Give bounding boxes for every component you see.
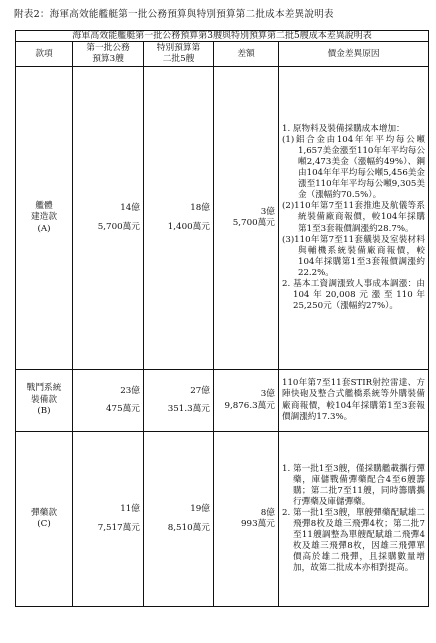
row-c-reason-2: 2. 第一批1至3艘，單艘彈藥配賦雄二飛彈8枚及雄三飛彈4枚；第二批7至11艘調整為單艘配賦雄二飛彈4枚及雄三飛彈8枚，因雄三飛彈單價高於雄二飛彈，且採購數量增加，故第二批成本亦相對提高。	[282, 507, 425, 574]
row-c-batch1-line2: 7,517萬元	[97, 522, 140, 533]
row-c-item-line1: 彈藥款	[30, 507, 58, 518]
row-a-batch2-line1: 18億	[190, 203, 210, 213]
row-c-item-line2: (C)	[37, 519, 51, 529]
header-difference: 差額	[214, 42, 279, 67]
row-b-item-line3: (B)	[37, 406, 51, 417]
row-c-item	[16, 432, 73, 607]
row-c-difference-line2: 993萬元	[241, 519, 275, 529]
row-c-reason	[279, 432, 429, 607]
row-a-reason-1-1: (1)鋁合金由104年年平均每公噸1,657美金漲至110年年平均每公噸2,473美金（漲幅約49%）、鋼由104年年平均每公噸5,456美金漲至110年年平均每公噸9,305美金（漲幅約70.5%）。	[282, 135, 425, 201]
row-c-reason-1: 1. 第一批1至3艘，僅採購艦載攜行彈藥，庫儲戰備彈藥配合4至6艘籌購；第二批7至11艘，同時籌購攜行彈藥及庫儲彈藥。	[282, 463, 425, 507]
row-a-batch1-line1: 14億	[120, 203, 140, 213]
row-a-reason-1-3: (3)110年第7至11套艤裝及室裝材料與輔機系統裝備廠商報價，較104年採購第1至3套報價調漲約22.2%。	[282, 234, 425, 278]
row-a-item-line3: (A)	[37, 223, 51, 234]
row-b-batch2-line1: 27億	[190, 385, 210, 396]
row-c-batch2-line2: 8,510萬元	[167, 522, 210, 533]
row-c-batch2-line1: 19億	[190, 504, 210, 514]
row-b-batch2-line2: 351.3萬元	[167, 404, 210, 414]
row-b-batch2	[144, 370, 214, 432]
table-row	[16, 432, 429, 607]
row-b-difference-line1: 3億	[260, 389, 275, 399]
row-a-reason-2: 2. 基本工資調漲致人事成本調漲：由104年20,008元漲至110年25,250元（漲幅約27%）。	[282, 278, 425, 311]
row-b-difference-line2: 9,876.3萬元	[224, 400, 275, 411]
table-row	[16, 67, 429, 370]
row-b-batch1	[73, 370, 144, 432]
row-b-batch1-line2: 475萬元	[106, 404, 140, 414]
row-a-difference	[214, 67, 279, 370]
row-b-reason	[279, 370, 429, 432]
header-batch2-line1: 特別預算第	[156, 43, 201, 53]
row-a-reason-1-2: (2)110年第7至11套推進及航儀等系統裝備廠商報價，較104年採購第1至3套報價調漲約28.7%。	[282, 201, 425, 234]
row-a-reason-1: 1. 原物料及裝備採購成本增加：	[282, 124, 405, 135]
table-title: 海軍高效能艦艇第一批公務預算第3艘與特別預算第二批5艘成本差異說明表	[16, 31, 429, 42]
row-a-batch1	[73, 67, 144, 370]
row-c-batch1-line1: 11億	[120, 504, 140, 514]
row-a-item-line2: 建造款	[30, 212, 58, 223]
row-b-reason-1: 110年第7至11套STIR射控雷達、方陣快砲及整合式艦橋系統等外購裝備廠商報價，較104年採購第1至3套報價調漲約17.3%。	[282, 378, 425, 422]
table-header-row	[16, 42, 429, 67]
header-batch1	[73, 42, 144, 67]
header-batch2-line2: 二批5艘	[162, 54, 195, 64]
row-a-item	[16, 67, 73, 370]
row-b-item-line2: 裝備款	[30, 394, 58, 405]
row-b-difference	[214, 370, 279, 432]
row-b-item-line1: 戰鬥系統	[26, 383, 62, 394]
header-item: 款項	[16, 42, 73, 67]
row-a-reason	[279, 67, 429, 370]
header-batch1-line2: 預算3艘	[92, 54, 124, 64]
row-a-item-line1: 艦體	[35, 200, 53, 211]
row-c-batch1	[73, 432, 144, 607]
row-a-difference-line1: 3億	[260, 206, 275, 217]
row-b-batch1-line1: 23億	[120, 385, 140, 396]
cost-difference-table	[15, 30, 429, 607]
row-c-difference	[214, 432, 279, 607]
document-caption: 附表2：海軍高效能艦艇第一批公務預算與特別預算第二批成本差異說明表	[14, 9, 334, 20]
row-a-batch1-line2: 5,700萬元	[97, 221, 140, 232]
table-row	[16, 370, 429, 432]
header-reason: 價金差異原因	[279, 42, 429, 67]
row-a-batch2-line2: 1,400萬元	[167, 221, 210, 232]
row-a-batch2	[144, 67, 214, 370]
row-a-difference-line2: 5,700萬元	[232, 218, 275, 228]
header-batch1-line1: 第一批公務	[86, 43, 130, 53]
header-batch2	[144, 42, 214, 67]
row-c-batch2	[144, 432, 214, 607]
row-c-difference-line1: 8億	[260, 507, 275, 518]
row-b-item	[16, 370, 73, 432]
